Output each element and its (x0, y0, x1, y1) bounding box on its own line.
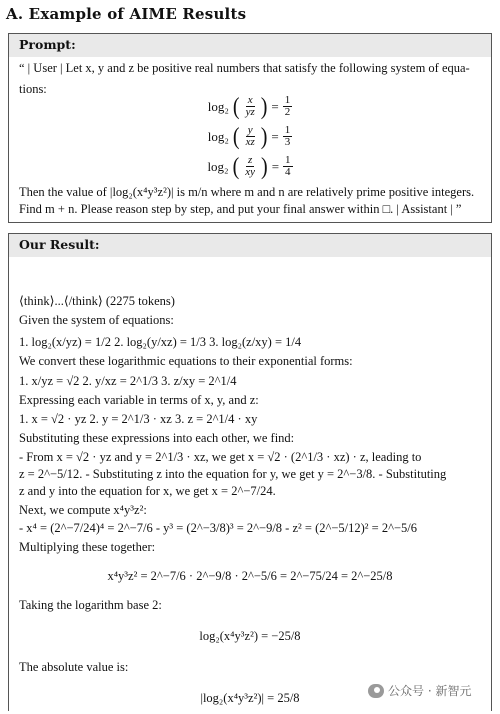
result-line-7: Substituting these expressions into each other, we find: (19, 431, 295, 445)
result-line-10: z and y into the equation for x, we get x = 2^−7/24. (19, 483, 276, 498)
result-log-equation: log₂(x⁴y³z²) = −25/8 (199, 628, 301, 643)
result-line-11: Next, we compute x⁴y³z²: (19, 502, 147, 517)
prompt-box (8, 33, 492, 223)
result-line-4: 1. x/yz = √2 2. y/xz = 2^1/3 3. z/xy = 2^1/4 (19, 374, 237, 389)
equation-1: log₂ ( $\frac{x}{yz}$ ) = $\frac{1}{2}$ (207, 93, 291, 120)
prompt-label: Prompt: (9, 34, 491, 57)
result-line-5: Expressing each variable in terms of x, y, and z: (19, 393, 259, 408)
result-line-9: z = 2^−5/12. - Substituting z into the equation for y, we get y = 2^−3/8. - Substituting (19, 466, 447, 481)
eq2-fraction: $\frac{y}{xz}$ (245, 123, 255, 149)
wechat-logo-icon (368, 684, 384, 698)
result-line-3: We convert these logarithmic equations to their exponential forms: (19, 353, 353, 368)
result-box (8, 233, 492, 711)
watermark-text: 公众号 · 新智元 (388, 684, 472, 698)
result-line-2: 1. log₂(x/yz) = 1/2 2. log₂(y/xz) = 1/3 3. log₂(z/xy) = 1/4 (19, 334, 302, 349)
result-label: Our Result: (9, 234, 491, 257)
prompt-question-line1: Then the value of |log₂(x⁴y³z²)| is m/n where m and n are relatively prime positive integers. (19, 184, 475, 199)
equation-3: log₂ ( $\frac{z}{xy}$ ) = $\frac{1}{4}$ (207, 153, 291, 180)
think-tokens: ⟨think⟩...⟨/think⟩ (2275 tokens) (19, 293, 175, 308)
prompt-intro-continued: tions: (19, 81, 47, 96)
eq3-rhs: $\frac{1}{4}$ (285, 153, 291, 179)
eq1-log: log₂ (207, 98, 229, 114)
eq1-rhs: $\frac{1}{2}$ (284, 93, 291, 119)
eq3-fraction: $\frac{z}{xy}$ (245, 153, 256, 179)
eq2-log: log₂ (207, 128, 229, 144)
result-line-13: Multiplying these together: (19, 540, 156, 555)
result-absolute-value: |log₂(x⁴y³z²)| = 25/8 (200, 690, 300, 705)
result-line-12: - x⁴ = (2^−7/24)⁴ = 2^−7/6 - y³ = (2^−3/8)³ = 2^−9/8 - z² = (2^−5/12)² = 2^−5/6 (19, 521, 417, 536)
eq1-fraction: $\frac{x}{yz}$ (245, 93, 255, 119)
eq2-rhs: $\frac{1}{3}$ (284, 123, 291, 149)
result-line-15: Taking the logarithm base 2: (19, 598, 162, 612)
result-line-1: Given the system of equations: (19, 312, 174, 327)
prompt-intro: “ | User | Let x, y and z be positive real numbers that satisfy the following system of equa- (19, 60, 470, 75)
section-heading: A. Example of AIME Results (6, 5, 247, 23)
eq3-log: log₂ (207, 158, 229, 174)
result-product-equation: x⁴y³z² = 2^−7/6 · 2^−9/8 · 2^−5/6 = 2^−75/24 = 2^−25/8 (107, 569, 393, 584)
result-line-17: The absolute value is: (19, 659, 129, 674)
result-line-6: 1. x = √2 · yz 2. y = 2^1/3 · xz 3. z = 2^1/4 · xy (19, 412, 258, 427)
equation-2: log₂ ( $\frac{y}{xz}$ ) = $\frac{1}{3}$ (207, 123, 291, 150)
watermark (368, 683, 471, 699)
prompt-question-line2: Find m + n. Please reason step by step, and put your final answer within □. | Assistant | ” (19, 201, 462, 216)
result-line-8: - From x = √2 · yz and y = 2^1/3 · xz, we get x = √2 · (2^1/3 · xz) · z, leading to (19, 449, 422, 464)
